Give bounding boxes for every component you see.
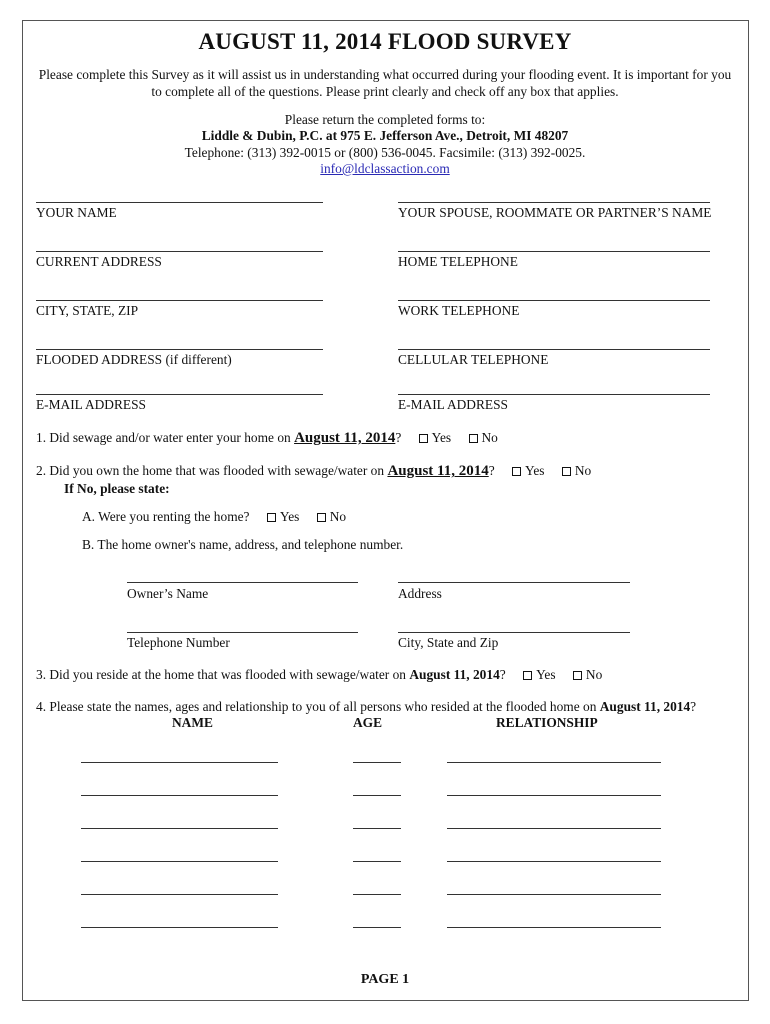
q2a-no-label: No bbox=[329, 509, 347, 524]
resident-age-line[interactable] bbox=[353, 894, 401, 895]
owner-address-line[interactable] bbox=[398, 582, 630, 583]
q2a-no-option[interactable] bbox=[317, 509, 346, 525]
q3-yes-label: Yes bbox=[536, 667, 556, 682]
question-2-date: August 11, 2014 bbox=[387, 463, 489, 479]
q3-yes-checkbox[interactable] bbox=[523, 671, 532, 680]
q2-no-label: No bbox=[574, 463, 592, 478]
owner-city-state-zip-label: City, State and Zip bbox=[398, 635, 499, 650]
q2-no-checkbox[interactable] bbox=[562, 467, 571, 476]
resident-name-line[interactable] bbox=[81, 927, 278, 928]
question-4 bbox=[36, 699, 696, 715]
page-number: PAGE 1 bbox=[360, 972, 410, 987]
city-state-zip-label: CITY, STATE, ZIP bbox=[36, 303, 139, 318]
current-address-label: CURRENT ADDRESS bbox=[36, 254, 162, 269]
q1-yes-checkbox[interactable] bbox=[419, 434, 428, 443]
work-telephone-line[interactable] bbox=[398, 300, 710, 301]
q2a-yes-option[interactable] bbox=[267, 509, 299, 525]
work-telephone-label: WORK TELEPHONE bbox=[398, 303, 520, 318]
q3-yes-option[interactable] bbox=[523, 667, 555, 683]
home-telephone-line[interactable] bbox=[398, 251, 710, 252]
owner-telephone-label: Telephone Number bbox=[127, 635, 230, 650]
q2-no-option[interactable] bbox=[562, 463, 591, 479]
question-3 bbox=[36, 667, 602, 683]
resident-age-line[interactable] bbox=[353, 762, 401, 763]
q2a-no-checkbox[interactable] bbox=[317, 513, 326, 522]
resident-relationship-line[interactable] bbox=[447, 762, 661, 763]
q1-yes-option[interactable] bbox=[419, 430, 451, 446]
resident-name-line[interactable] bbox=[81, 861, 278, 862]
spouse-name-line[interactable] bbox=[398, 202, 710, 203]
city-state-zip-line[interactable] bbox=[36, 300, 323, 301]
question-2-text: 2. Did you own the home that was flooded with sewage/water on bbox=[36, 463, 388, 478]
q1-no-option[interactable] bbox=[469, 430, 498, 446]
q1-yes-label: Yes bbox=[431, 430, 452, 445]
column-header-name: NAME bbox=[172, 715, 213, 730]
owner-name-line[interactable] bbox=[127, 582, 358, 583]
your-name-line[interactable] bbox=[36, 202, 323, 203]
question-4-date: August 11, 2014 bbox=[599, 699, 691, 714]
spouse-name-label: YOUR SPOUSE, ROOMMATE OR PARTNER’S NAME bbox=[398, 205, 712, 220]
resident-relationship-line[interactable] bbox=[447, 927, 661, 928]
resident-age-line[interactable] bbox=[353, 795, 401, 796]
question-2b: B. The home owner's name, address, and telephone number. bbox=[82, 537, 404, 552]
question-1-text: 1. Did sewage and/or water enter your home on bbox=[36, 430, 295, 445]
q2a-yes-label: Yes bbox=[279, 509, 300, 524]
resident-age-line[interactable] bbox=[353, 828, 401, 829]
return-address: Liddle & Dubin, P.C. at 975 E. Jefferson Ave., Detroit, MI 48207 bbox=[201, 128, 569, 143]
owner-address-label: Address bbox=[398, 586, 442, 601]
question-1-mark: ? bbox=[395, 430, 402, 445]
q1-no-label: No bbox=[481, 430, 498, 445]
flooded-address-label: FLOODED ADDRESS (if different) bbox=[36, 352, 232, 367]
question-2 bbox=[36, 463, 591, 480]
email-left-line[interactable] bbox=[36, 394, 323, 395]
resident-name-line[interactable] bbox=[81, 828, 278, 829]
resident-relationship-line[interactable] bbox=[447, 795, 661, 796]
email-right-label: E-MAIL ADDRESS bbox=[398, 397, 508, 412]
resident-age-line[interactable] bbox=[353, 861, 401, 862]
resident-relationship-line[interactable] bbox=[447, 828, 661, 829]
owner-name-label: Owner’s Name bbox=[127, 586, 209, 601]
q2-yes-option[interactable] bbox=[512, 463, 544, 479]
question-1 bbox=[36, 430, 498, 447]
question-2a-text: A. Were you renting the home? bbox=[82, 509, 250, 524]
cellular-telephone-label: CELLULAR TELEPHONE bbox=[398, 352, 549, 367]
question-4-mark: ? bbox=[690, 699, 697, 714]
intro-paragraph: Please complete this Survey as it will assist us in understanding what occurred during your flooding event. It is important for you to complete all of the questions. Please print clearly and check off any box that applies. bbox=[38, 67, 732, 99]
home-telephone-label: HOME TELEPHONE bbox=[398, 254, 518, 269]
q3-no-checkbox[interactable] bbox=[573, 671, 582, 680]
owner-telephone-line[interactable] bbox=[127, 632, 358, 633]
q2-yes-label: Yes bbox=[525, 463, 545, 478]
resident-relationship-line[interactable] bbox=[447, 894, 661, 895]
q2-yes-checkbox[interactable] bbox=[512, 467, 521, 476]
column-header-age: AGE bbox=[353, 715, 383, 730]
question-3-mark: ? bbox=[499, 667, 506, 682]
if-no-instruction: If No, please state: bbox=[64, 481, 170, 496]
return-phone: Telephone: (313) 392-0015 or (800) 536-0045. Facsimile: (313) 392-0025. bbox=[184, 145, 586, 160]
current-address-line[interactable] bbox=[36, 251, 323, 252]
return-instruction: Please return the completed forms to: bbox=[284, 112, 486, 127]
your-name-label: YOUR NAME bbox=[36, 205, 117, 220]
question-4-text: 4. Please state the names, ages and relationship to you of all persons who resided at the flooded home on bbox=[36, 699, 600, 714]
resident-age-line[interactable] bbox=[353, 927, 401, 928]
q1-no-checkbox[interactable] bbox=[469, 434, 478, 443]
page-title: AUGUST 11, 2014 FLOOD SURVEY bbox=[198, 29, 572, 54]
flooded-address-line[interactable] bbox=[36, 349, 323, 350]
owner-city-state-zip-line[interactable] bbox=[398, 632, 630, 633]
email-right-line[interactable] bbox=[398, 394, 710, 395]
question-1-date: August 11, 2014 bbox=[294, 430, 396, 446]
question-3-date: August 11, 2014 bbox=[409, 667, 500, 682]
question-2a bbox=[82, 509, 346, 525]
question-3-text: 3. Did you reside at the home that was flooded with sewage/water on bbox=[36, 667, 410, 682]
q2a-yes-checkbox[interactable] bbox=[267, 513, 276, 522]
email-link[interactable]: info@ldclassaction.com bbox=[320, 161, 450, 176]
resident-name-line[interactable] bbox=[81, 894, 278, 895]
resident-name-line[interactable] bbox=[81, 795, 278, 796]
email-left-label: E-MAIL ADDRESS bbox=[36, 397, 146, 412]
cellular-telephone-line[interactable] bbox=[398, 349, 710, 350]
question-2-mark: ? bbox=[488, 463, 495, 478]
q3-no-option[interactable] bbox=[573, 667, 602, 683]
q3-no-label: No bbox=[585, 667, 603, 682]
column-header-relationship: RELATIONSHIP bbox=[496, 715, 598, 730]
resident-name-line[interactable] bbox=[81, 762, 278, 763]
resident-relationship-line[interactable] bbox=[447, 861, 661, 862]
